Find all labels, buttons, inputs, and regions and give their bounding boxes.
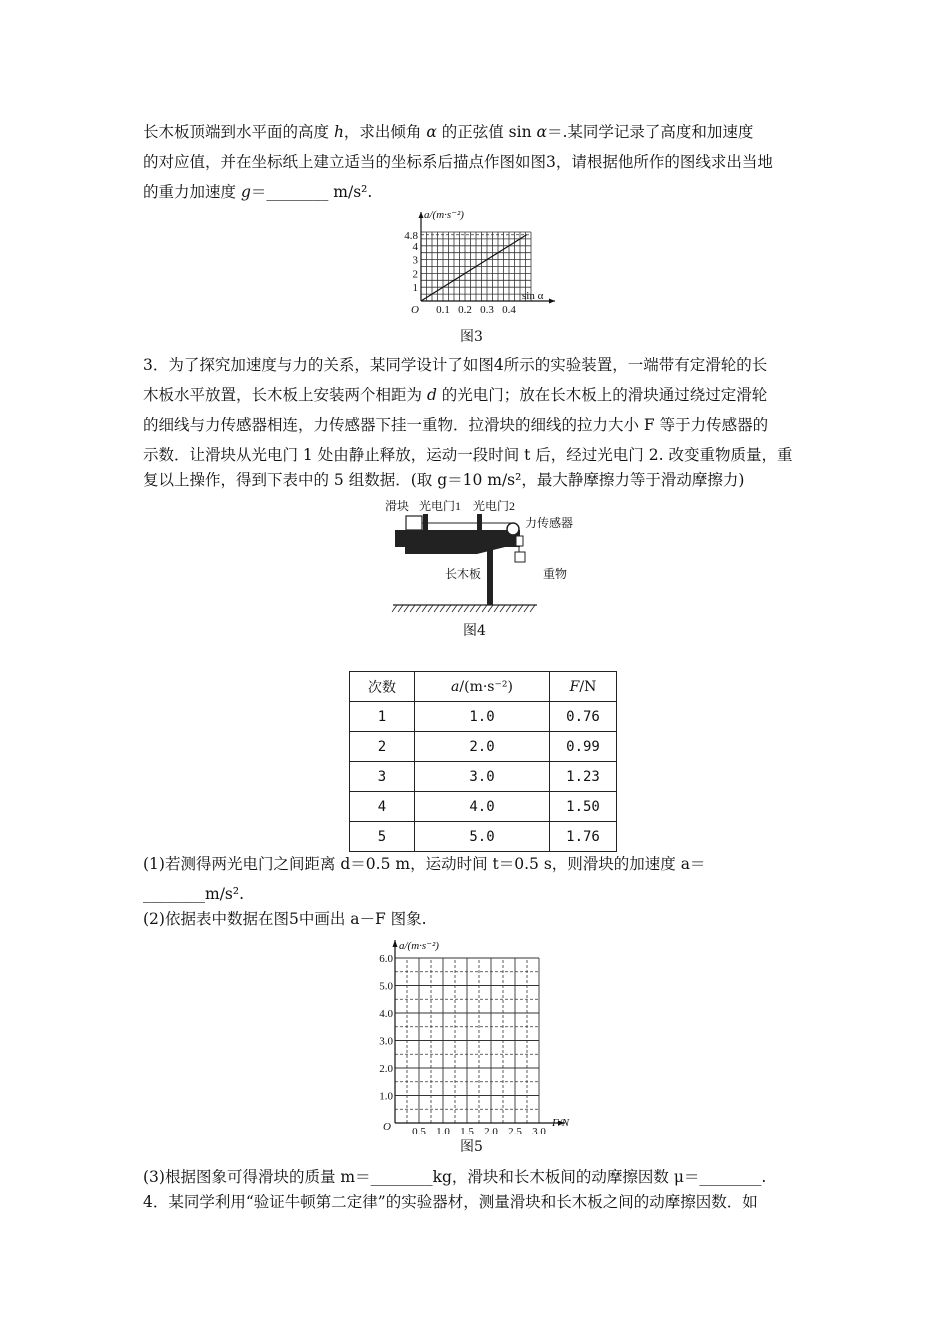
text-line: 的重力加速度 g＝________ m/s².: [143, 183, 373, 201]
hatch-mark: [446, 605, 451, 612]
tick-label: 0.3: [480, 304, 494, 316]
table-header: 次数: [350, 672, 415, 702]
long-board: [395, 530, 520, 547]
table-cell: 3: [350, 762, 415, 792]
text-line: 复以上操作，得到下表中的 5 组数据．(取 g＝10 m/s²，最大静摩擦力等于滑动摩擦力): [143, 471, 745, 489]
force-sensor: [516, 536, 523, 546]
figure-5-chart: [365, 936, 585, 1134]
tick-label: 3.0: [379, 1035, 393, 1048]
tick-label: 5.0: [379, 980, 393, 993]
table-cell: 5.0: [415, 822, 550, 852]
table-row: [350, 792, 617, 822]
series-line: [421, 235, 527, 301]
text-line: (2)依据表中数据在图5中画出 a－F 图象.: [143, 910, 427, 928]
hatch-mark: [464, 605, 469, 612]
hatch-mark: [416, 605, 421, 612]
text-line: 示数．让滑块从光电门 1 处由静止释放，运动一段时间 t 后，经过光电门 2. 改变重物质量，重: [143, 446, 793, 464]
slider-block: [406, 516, 422, 530]
table-cell: 4: [350, 792, 415, 822]
label-sensor: 力传感器: [525, 516, 574, 530]
hatch-mark: [500, 605, 505, 612]
tick-label: 0.5: [412, 1126, 426, 1134]
tick-label: 6.0: [379, 953, 393, 965]
table-row: [350, 822, 617, 852]
hatch-mark: [398, 605, 403, 612]
origin-label: O: [411, 304, 419, 316]
text-line: 的细线与力传感器相连，力传感器下挂一重物．拉滑块的细线的拉力大小 F 等于力传感器的: [143, 416, 769, 434]
hatch-mark: [530, 605, 535, 612]
tick-label: 2.0: [484, 1126, 498, 1134]
figure-3-chart: [395, 204, 565, 322]
hatch-mark: [404, 605, 409, 612]
hatch-mark: [482, 605, 487, 612]
text-line: ________m/s².: [143, 885, 245, 903]
origin-label: O: [383, 1121, 391, 1133]
label-weight: 重物: [543, 567, 568, 581]
hatch-mark: [518, 605, 523, 612]
tick-label: 0.1: [436, 304, 450, 316]
table-header: a/(m·s⁻²): [415, 672, 550, 702]
hatch-mark: [458, 605, 463, 612]
tick-label: 1.0: [436, 1126, 450, 1134]
table-cell: 1.76: [550, 822, 617, 852]
table-cell: 2: [350, 732, 415, 762]
tick-label: 1.0: [379, 1090, 393, 1103]
table-cell: 1: [350, 702, 415, 732]
text-line: (3)根据图象可得滑块的质量 m＝________kg，滑块和长木板间的动摩擦因数 μ＝________.: [143, 1168, 767, 1186]
figure-3-caption: 图3: [460, 329, 483, 345]
hatch-mark: [512, 605, 517, 612]
hatch-mark: [440, 605, 445, 612]
figure-4-apparatus: [385, 494, 595, 616]
table-cell: 0.76: [550, 702, 617, 732]
label-block: 滑块: [385, 499, 410, 513]
table-cell: 3.0: [415, 762, 550, 792]
photogate-2: [477, 514, 482, 530]
table-cell: 1.50: [550, 792, 617, 822]
table-cell: 1.0: [415, 702, 550, 732]
hatch-mark: [428, 605, 433, 612]
stand: [487, 547, 493, 605]
table-cell: 4.0: [415, 792, 550, 822]
hatch-mark: [434, 605, 439, 612]
x-axis-label: F/N: [552, 1117, 570, 1129]
tick-label: 0.2: [458, 304, 472, 316]
hatch-mark: [524, 605, 529, 612]
hatch-mark: [476, 605, 481, 612]
tick-label: 4: [412, 240, 418, 253]
table-cell: 0.99: [550, 732, 617, 762]
tick-label: 4.8: [404, 229, 418, 242]
table-row: [350, 732, 617, 762]
pulley: [507, 523, 519, 535]
hatch-mark: [410, 605, 415, 612]
hatch-mark: [494, 605, 499, 612]
tick-label: 1.5: [460, 1126, 474, 1134]
table-header: F/N: [550, 672, 617, 702]
tick-label: 1: [412, 282, 418, 295]
tick-label: 2.0: [379, 1063, 393, 1075]
table-row: [350, 762, 617, 792]
label-gate-1: 光电门1: [419, 499, 462, 513]
tick-label: 3.0: [532, 1126, 546, 1134]
figure-5-caption: 图5: [460, 1139, 483, 1155]
text-line: 4．某同学利用“验证牛顿第二定律”的实验器材，测量滑块和长木板之间的动摩擦因数．如: [143, 1193, 758, 1211]
y-axis-label: a/(m·s⁻²): [424, 209, 464, 221]
photogate-1: [423, 514, 428, 530]
x-axis-label: sin α: [522, 290, 544, 302]
table-header-row: [350, 672, 617, 702]
hatch-mark: [488, 605, 493, 612]
text-line: (1)若测得两光电门之间距离 d＝0.5 m，运动时间 t＝0.5 s，则滑块的加速度 a＝: [143, 855, 706, 873]
label-board: 长木板: [445, 567, 482, 581]
tick-label: 2.5: [508, 1126, 522, 1134]
tick-label: 4.0: [379, 1008, 393, 1020]
hatch-mark: [506, 605, 511, 612]
tick-label: 2: [412, 268, 418, 281]
hatch-mark: [392, 605, 397, 612]
label-gate-2: 光电门2: [473, 499, 516, 513]
table-cell: 5: [350, 822, 415, 852]
text-line: 3．为了探究加速度与力的关系，某同学设计了如图4所示的实验装置，一端带有定滑轮的长: [143, 356, 768, 374]
hatch-mark: [422, 605, 427, 612]
table-cell: 2.0: [415, 732, 550, 762]
y-axis-label: a/(m·s⁻²): [399, 940, 439, 952]
hatch-mark: [470, 605, 475, 612]
text-line: 的对应值，并在坐标纸上建立适当的坐标系后描点作图如图3，请根据他所作的图线求出当地: [143, 153, 773, 171]
tick-label: 3: [412, 254, 418, 267]
table-cell: 1.23: [550, 762, 617, 792]
weight: [515, 552, 525, 562]
hatch-mark: [452, 605, 457, 612]
data-table: [349, 671, 617, 852]
tick-label: 0.4: [502, 304, 516, 316]
text-line: 木板水平放置，长木板上安装两个相距为 d 的光电门；放在长木板上的滑块通过绕过定滑轮: [143, 386, 768, 404]
table-row: [350, 702, 617, 732]
text-line: 长木板顶端到水平面的高度 h，求出倾角 α 的正弦值 sin α＝.某同学记录了高度和加速度: [143, 123, 754, 141]
figure-4-caption: 图4: [463, 623, 486, 639]
